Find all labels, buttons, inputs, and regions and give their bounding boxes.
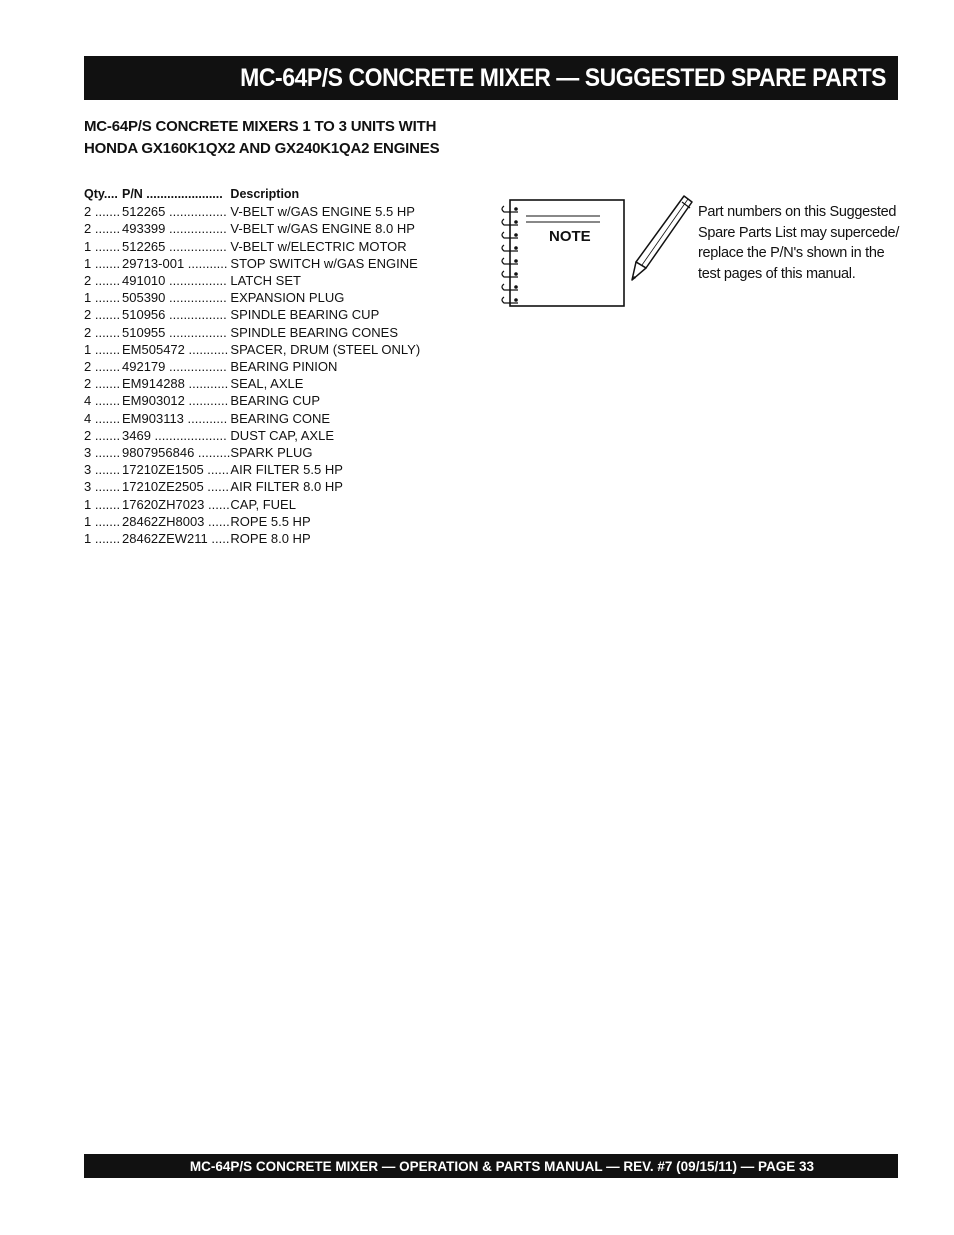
table-row xyxy=(84,272,420,289)
cell-qty: 3 ....... xyxy=(84,479,121,495)
table-row xyxy=(84,496,420,513)
note-label: NOTE xyxy=(549,228,591,245)
cell-part-number: EM903113 ........... xyxy=(122,410,228,426)
cell-description: SEAL, AXLE xyxy=(230,376,304,392)
table-row xyxy=(84,392,420,409)
table-row xyxy=(84,203,420,220)
cell-part-number: 512265 ................ xyxy=(122,204,227,220)
table-row xyxy=(84,289,420,306)
cell-description: AIR FILTER 8.0 HP xyxy=(230,479,343,495)
cell-part-number: 17210ZE1505 ...... xyxy=(122,462,229,478)
section-heading-line-1: MC-64P/S CONCRETE MIXERS 1 TO 3 UNITS WITH xyxy=(84,118,437,135)
cell-description: DUST CAP, AXLE xyxy=(230,427,334,443)
table-row xyxy=(84,341,420,358)
cell-qty: 2 ....... xyxy=(84,221,121,237)
table-row xyxy=(84,375,420,392)
cell-qty: 3 ....... xyxy=(84,445,121,461)
cell-qty: 1 ....... xyxy=(84,341,121,357)
section-heading xyxy=(84,116,439,160)
header-description: Description xyxy=(230,187,300,201)
cell-description: CAP, FUEL xyxy=(230,496,296,512)
cell-description: ROPE 8.0 HP xyxy=(230,531,311,547)
cell-part-number: 17210ZE2505 ...... xyxy=(122,479,229,495)
table-row xyxy=(84,306,420,323)
cell-description: V-BELT w/ELECTRIC MOTOR xyxy=(230,238,407,254)
page-footer xyxy=(84,1154,898,1178)
cell-description: V-BELT w/GAS ENGINE 8.0 HP xyxy=(230,221,415,237)
cell-description: EXPANSION PLUG xyxy=(230,290,345,306)
cell-qty: 1 ....... xyxy=(84,513,121,529)
cell-part-number: EM903012 ........... xyxy=(122,393,229,409)
cell-part-number: 492179 ................ xyxy=(122,359,227,375)
cell-qty: 1 ....... xyxy=(84,531,121,547)
table-row xyxy=(84,478,420,495)
cell-qty: 2 ....... xyxy=(84,273,121,289)
cell-description: SPINDLE BEARING CONES xyxy=(230,324,399,340)
table-row xyxy=(84,358,420,375)
table-row xyxy=(84,238,420,255)
cell-description: V-BELT w/GAS ENGINE 5.5 HP xyxy=(230,204,415,220)
table-row xyxy=(84,410,420,427)
table-row xyxy=(84,324,420,341)
cell-description: LATCH SET xyxy=(230,273,301,289)
table-row xyxy=(84,530,420,547)
table-row xyxy=(84,444,420,461)
header-qty: Qty.... xyxy=(84,187,118,201)
table-row xyxy=(84,461,420,478)
page-title-bar xyxy=(84,56,898,100)
cell-description: BEARING CONE xyxy=(230,410,331,426)
notepad-icon xyxy=(500,198,626,308)
cell-qty: 2 ....... xyxy=(84,324,121,340)
cell-part-number: 510956 ................ xyxy=(122,307,227,323)
table-row xyxy=(84,513,420,530)
cell-qty: 1 ....... xyxy=(84,496,121,512)
cell-part-number: 29713-001 ........... xyxy=(122,255,228,271)
cell-qty: 2 ....... xyxy=(84,307,121,323)
cell-qty: 2 ....... xyxy=(84,204,121,220)
spare-parts-table xyxy=(84,186,420,547)
table-row xyxy=(84,255,420,272)
cell-qty: 2 ....... xyxy=(84,427,121,443)
note-text-line: replace the P/N's shown in the xyxy=(698,245,885,261)
note-text-line: Spare Parts List may supercede/ xyxy=(698,224,900,241)
cell-description: SPACER, DRUM (STEEL ONLY) xyxy=(230,341,421,357)
table-header-row xyxy=(84,186,420,203)
note-text-line: test pages of this manual. xyxy=(698,265,856,282)
cell-qty: 1 ....... xyxy=(84,255,121,271)
cell-part-number: 28462ZH8003 ...... xyxy=(122,513,230,529)
cell-part-number: 505390 ................ xyxy=(122,290,227,306)
cell-description: ROPE 5.5 HP xyxy=(230,513,311,529)
cell-part-number: 3469 .................... xyxy=(122,427,227,443)
footer-text: MC-64P/S CONCRETE MIXER — OPERATION & PARTS MANUAL — REV. #7 (09/15/11) — PAGE 33 xyxy=(189,1158,814,1174)
cell-description: BEARING PINION xyxy=(230,359,338,375)
cell-description: SPINDLE BEARING CUP xyxy=(230,307,380,323)
cell-description: STOP SWITCH w/GAS ENGINE xyxy=(230,255,418,271)
note-text xyxy=(698,202,902,284)
section-heading-line-2: HONDA GX160K1QX2 AND GX240K1QA2 ENGINES xyxy=(84,140,440,157)
note-text-line: Part numbers on this Suggested xyxy=(698,204,897,220)
cell-qty: 4 ....... xyxy=(84,410,121,426)
cell-part-number: EM505472 ........... xyxy=(122,341,229,357)
cell-description: SPARK PLUG xyxy=(230,445,313,461)
table-row xyxy=(84,220,420,237)
table-row xyxy=(84,427,420,444)
cell-description: BEARING CUP xyxy=(230,393,320,409)
cell-part-number: 28462ZEW211 ..... xyxy=(122,531,230,547)
cell-part-number: 17620ZH7023 ...... xyxy=(122,496,230,512)
cell-qty: 3 ....... xyxy=(84,462,121,478)
cell-part-number: 510955 ................ xyxy=(122,324,227,340)
cell-part-number: 512265 ................ xyxy=(122,238,227,254)
cell-qty: 1 ....... xyxy=(84,290,121,306)
cell-qty: 2 ....... xyxy=(84,376,121,392)
cell-part-number: 9807956846 ......... xyxy=(122,445,231,461)
cell-part-number: 491010 ................ xyxy=(122,273,227,289)
cell-qty: 4 ....... xyxy=(84,393,121,409)
page-title: MC-64P/S CONCRETE MIXER — SUGGESTED SPARE PARTS xyxy=(240,63,886,92)
cell-part-number: 493399 ................ xyxy=(122,221,227,237)
cell-part-number: EM914288 ........... xyxy=(122,376,229,392)
cell-qty: 1 ....... xyxy=(84,238,121,254)
cell-description: AIR FILTER 5.5 HP xyxy=(230,462,343,478)
cell-qty: 2 ....... xyxy=(84,359,121,375)
pencil-icon xyxy=(626,192,696,284)
header-pn: P/N ...................... xyxy=(122,187,223,201)
